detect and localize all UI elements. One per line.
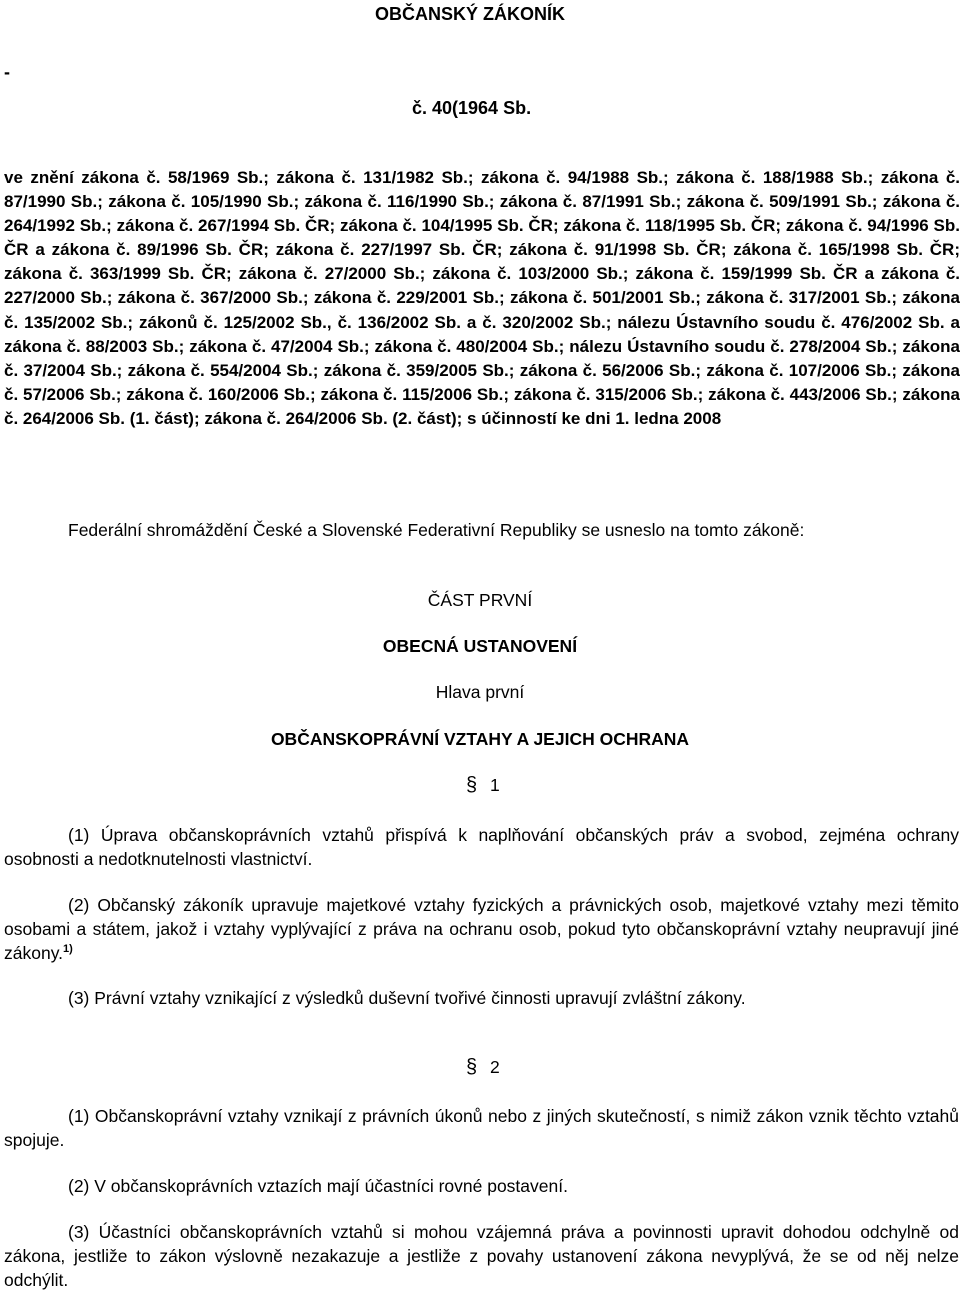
law-number: č. 40(1964 Sb. bbox=[412, 98, 532, 118]
paragraph-2-3: (3) Účastníci občanskoprávních vztahů si mohou vzájemná práva a povinnosti upravit dohodou odchylně od zákona, jestliže to zákon výslovně nezakazuje a jestliže z povahy ustanovení zákona nevyplývá, že se od něj nelze odchýlit. bbox=[4, 1222, 959, 1290]
head-heading: Hlava první bbox=[435, 682, 525, 702]
paragraph-2-2: (2) V občanskoprávních vztazích mají účastníci rovné postavení. bbox=[68, 1176, 568, 1196]
paragraph-1-2 bbox=[4, 893, 959, 965]
part-heading: ČÁST PRVNÍ bbox=[427, 590, 533, 610]
paragraph-1-3: (3) Právní vztahy vznikající z výsledků duševní tvořivé činnosti upravují zvláštní zákony. bbox=[68, 988, 746, 1008]
section-heading-2 bbox=[466, 1056, 500, 1079]
paragraph-1-2-text: (2) Občanský zákoník upravuje majetkové vztahy fyzických a právnických osob, majetkové vztahy mezi těmito osobami a státem, jakož i vztahy vyplývající z práva na ochranu osob, pokud tyto občanskoprávní vztahy neupravují jiné zákony. bbox=[4, 895, 959, 963]
paragraph-1-1: (1) Úprava občanskoprávních vztahů přispívá k naplňování občanských práv a svobod, zejména ochrany osobnosti a nedotknutelnosti vlastnictví. bbox=[4, 825, 959, 869]
section-number: 2 bbox=[490, 1057, 500, 1077]
dash-line: - bbox=[4, 62, 10, 82]
section-heading-1 bbox=[466, 774, 500, 797]
head-title: OBČANSKOPRÁVNÍ VZTAHY A JEJICH OCHRANA bbox=[270, 729, 690, 749]
paragraph-2-1: (1) Občanskoprávní vztahy vznikají z právních úkonů nebo z jiných skutečností, s nimiž zákon vznik těchto vztahů spojuje. bbox=[4, 1106, 959, 1150]
law-title: OBČANSKÝ ZÁKONÍK bbox=[375, 4, 566, 24]
section-sign: § bbox=[466, 1056, 478, 1078]
general-provisions-heading: OBECNÁ USTANOVENÍ bbox=[382, 636, 578, 656]
preamble: Federální shromáždění České a Slovenské Federativní Republiky se usneslo na tomto zákoně: bbox=[68, 520, 805, 540]
section-sign: § bbox=[466, 774, 478, 796]
footnote-reference[interactable]: 1) bbox=[63, 943, 73, 956]
section-number: 1 bbox=[490, 775, 500, 795]
amendments-list: ve znění zákona č. 58/1969 Sb.; zákona č. 131/1982 Sb.; zákona č. 94/1988 Sb.; zákona č. 188/1988 Sb.; zákona č. 87/1990 Sb.; zákona č. 105/1990 Sb.; zákona č. 116/1990 Sb.; zákona č. 87/1991 Sb.; zákona č. 509/1991 Sb.; zákona č. 264/1992 Sb.; zákona č. 267/1994 Sb. ČR; zákona č. 104/1995 Sb. ČR; zákona č. 118/1995 Sb. ČR; zákona č. 94/1996 Sb. ČR a zákona č. 89/1996 Sb. ČR; zákona č. 227/1997 Sb. ČR; zákona č. 91/1998 Sb. ČR; zákona č. 165/1998 Sb. ČR; zákona č. 363/1999 Sb. ČR; zákona č. 27/2000 Sb.; zákona č. 103/2000 Sb.; zákona č. 159/1999 Sb. ČR a zákona č. 227/2000 Sb.; zákona č. 367/2000 Sb.; zákona č. 229/2001 Sb.; zákona č. 501/2001 Sb.; zákona č. 317/2001 Sb.; zákona č. 135/2002 Sb.; zákonů č. 125/2002 Sb., č. 136/2002 Sb. a č. 320/2002 Sb.; nálezu Ústavního soudu č. 476/2002 Sb. a zákona č. 88/2003 Sb.; zákona č. 47/2004 Sb.; zákona č. 480/2004 Sb.; nálezu Ústavního soudu č. 278/2004 Sb.; zákona č. 37/2004 Sb.; zákona č. 554/2004 Sb.; zákona č. 359/2005 Sb.; zákona č. 56/2006 Sb.; zákona č. 107/2006 Sb.; zákona č. 57/2006 Sb.; zákona č. 160/2006 Sb.; zákona č. 115/2006 Sb.; zákona č. 315/2006 Sb.; zákona č. 443/2006 Sb.; zákona č. 264/2006 Sb. (1. část); zákona č. 264/2006 Sb. (2. část); s účinností ke dni 1. ledna 2008 bbox=[4, 168, 960, 428]
